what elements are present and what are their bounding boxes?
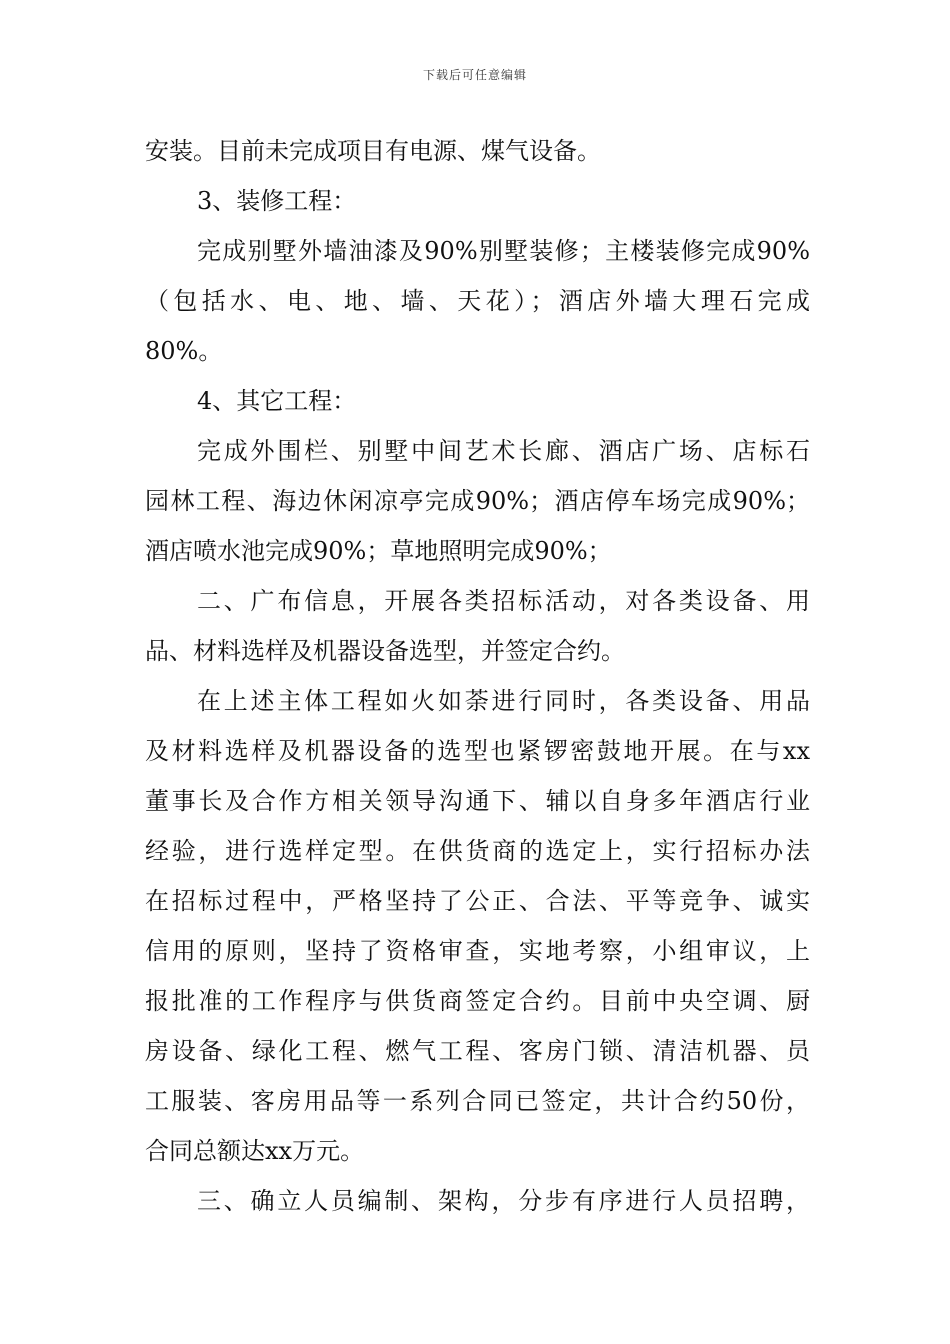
text-line: 合同总额达xx万元。 [145,1137,365,1165]
text-line: （包括水、电、地、墙、天花）；酒店外墙大理石完成 [145,287,810,315]
text-line: 品、材料选样及机器设备选型，并签定合约。 [145,637,625,665]
text-line: 完成外围栏、别墅中间艺术长廊、酒店广场、店标石 [197,437,810,465]
text-line: 在上述主体工程如火如荼进行同时，各类设备、用品 [197,687,810,715]
text-line: 董事长及合作方相关领导沟通下、辅以自身多年酒店行业 [145,787,810,815]
text-line: 安装。目前未完成项目有电源、煤气设备。 [145,137,601,165]
section-heading: 4、其它工程： [197,387,357,415]
section-heading: 三、确立人员编制、架构，分步有序进行人员招聘， [197,1187,810,1215]
text-line: 完成别墅外墙油漆及90%别墅装修；主楼装修完成90% [197,237,810,265]
text-line: 酒店喷水池完成90%；草地照明完成90%； [145,537,612,565]
text-line: 工服装、客房用品等一系列合同已签定，共计合约50份， [145,1087,810,1115]
text-line: 在招标过程中，严格坚持了公正、合法、平等竞争、诚实 [145,887,810,915]
section-heading: 二、广布信息，开展各类招标活动，对各类设备、用 [197,587,810,615]
text-line: 报批准的工作程序与供货商签定合约。目前中央空调、厨 [145,987,810,1015]
text-line: 房设备、绿化工程、燃气工程、客房门锁、清洁机器、员 [145,1037,810,1065]
text-line: 经验，进行选样定型。在供货商的选定上，实行招标办法 [145,837,810,865]
page-header-note: 下载后可任意编辑 [422,68,527,82]
text-line: 信用的原则，坚持了资格审查，实地考察，小组审议，上 [145,937,810,965]
text-line: 园林工程、海边休闲凉亭完成90%；酒店停车场完成90%； [145,487,810,515]
text-line: 80%。 [145,337,223,365]
text-line: 及材料选样及机器设备的选型也紧锣密鼓地开展。在与xx [145,737,810,765]
section-heading: 3、装修工程： [197,187,357,215]
document-body [145,126,810,1226]
